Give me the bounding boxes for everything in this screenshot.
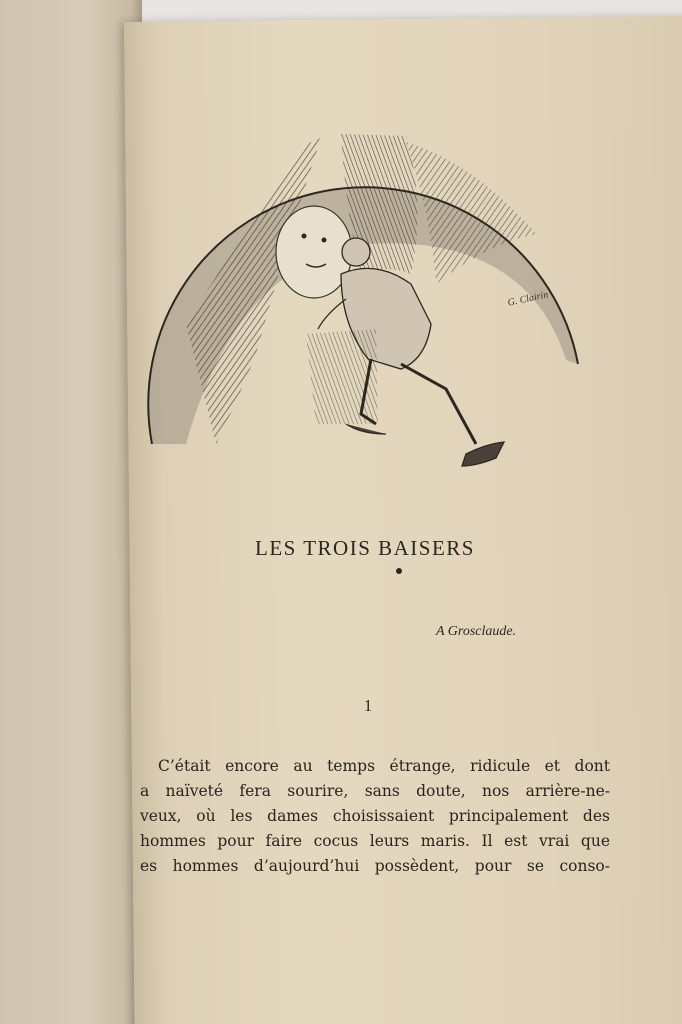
body-text (140, 754, 610, 879)
body-line: es hommes d’aujourd’hui possèdent, pour se conso- (140, 857, 610, 875)
body-line: a naïveté fera sourire, sans doute, nos arrière-ne- (140, 782, 610, 800)
artist-signature: G. Clairin (506, 289, 550, 309)
dedication: A Grosclaude. (436, 624, 517, 639)
left-page (0, 0, 142, 1024)
section-number: 1 (363, 696, 373, 715)
moon-face (276, 206, 352, 298)
body-line: veux, où les dames choisissaient principalement des (140, 807, 610, 825)
body-line: hommes pour faire cocus leurs maris. Il est vrai que (140, 832, 610, 850)
chapter-illustration (146, 124, 586, 484)
title-ornament-dot (396, 568, 402, 574)
chapter-title: LES TROIS BAISERS (255, 536, 475, 560)
chair (306, 329, 378, 424)
body-line: C’était encore au temps étrange, ridicule et dont (158, 757, 610, 775)
